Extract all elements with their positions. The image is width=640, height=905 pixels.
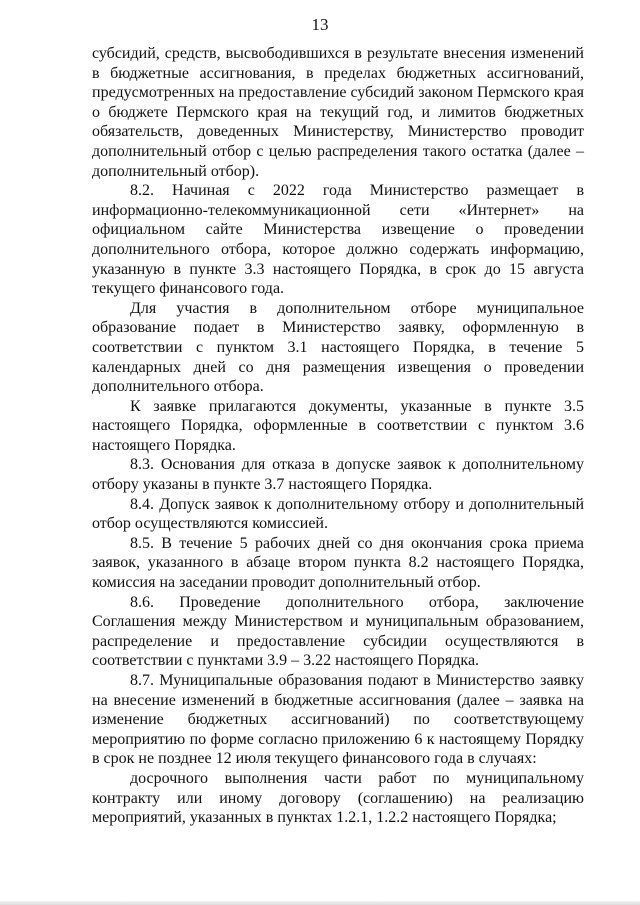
paragraph-8-6: 8.6. Проведение дополнительного отбора, заключение Соглашения между Министерством и муниципальным образованием, распределение и предоставление субсидии осуществляются в соответствии с пунктами 3.9 – 3.22 настоящего Порядка. [92,593,584,670]
paragraph-8-3: 8.3. Основания для отказа в допуске заявок к дополнительному отбору указаны в пункте 3.7 настоящего Порядка. [92,456,584,494]
paragraph-continuation: субсидий, средств, высвободившихся в результате внесения изменений в бюджетные ассигнования, в пределах бюджетных ассигнований, предусмотренных на предоставление субсидий законом Пермского края о бюджете Пермского края на текущий год, и лимитов бюджетных обязательств, доведенных Министерству, Министерство проводит дополнительный отбор с целью распределения такого остатка (далее – дополнительный отбор). [92,45,584,180]
page-bottom-edge [0,901,640,905]
paragraph-8-5: 8.5. В течение 5 рабочих дней со дня окончания срока приема заявок, указанного в абзаце втором пункта 8.2 настоящего Порядка, комиссия на заседании проводит дополнительный отбор. [92,534,584,592]
paragraph-attachments: К заявке прилагаются документы, указанные в пункте 3.5 настоящего Порядка, оформленные в соответствии с пунктом 3.6 настоящего Порядка. [92,397,584,454]
paragraph-early-completion: досрочного выполнения части работ по муниципальному контракту или иному договору (соглашению) на реализацию мероприятий, указанных в пунктах 1.2.1, 1.2.2 настоящего Порядка; [92,769,584,827]
paragraph-8-2: 8.2. Начиная с 2022 года Министерство размещает в информационно-телекоммуникационной сети «Интернет» на официальном сайте Министерства извещение о проведении дополнительного отбора, которое должно содержать информацию, указанную в пункте 3.3 настоящего Порядка, в срок до 15 августа текущего финансового года. [92,182,584,298]
document-body [92,44,584,828]
page-number: 13 [311,15,329,34]
paragraph-participation: Для участия в дополнительном отборе муниципальное образование подает в Министерство заявку, оформленную в соответствии с пунктом 3.1 настоящего Порядка, в течение 5 календарных дней со дня размещения извещения о проведении дополнительного отбора. [92,299,584,396]
paragraph-8-7: 8.7. Муниципальные образования подают в Министерство заявку на внесение изменений в бюджетные ассигнования (далее – заявка на изменение бюджетных ассигнований) по соответствующему мероприятию по форме согласно приложению 6 к настоящему Порядку в срок не позднее 12 июля текущего финансового года в случаях: [92,672,584,768]
paragraph-8-4: 8.4. Допуск заявок к дополнительному отбору и дополнительный отбор осуществляются комиссией. [92,495,584,533]
